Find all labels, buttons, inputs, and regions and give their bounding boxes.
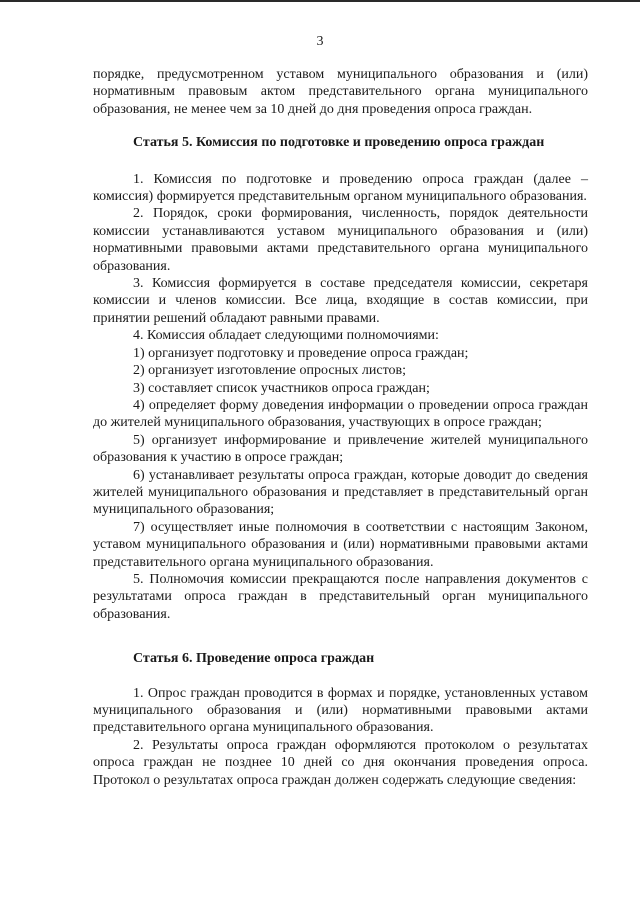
article-5-paragraph: 4. Комиссия обладает следующими полномочиями:	[133, 328, 439, 344]
article-5-paragraph: 2. Порядок, сроки формирования, численность, порядок деятельности комиссии устанавливаются уставом муниципального образования и (или) нормативными правовыми актами представительного органа муниципального образования.	[93, 206, 588, 274]
article-5-list-item: 5) организует информирование и привлечение жителей муниципального образования к участию в опросе граждан;	[93, 432, 588, 466]
article-5-list-item: 1) организует подготовку и проведение опроса граждан;	[133, 345, 469, 361]
article-5-paragraph: 5. Полномочия комиссии прекращаются после направления документов с результатами опроса граждан в представительный орган муниципального образования.	[93, 571, 588, 622]
article-6-paragraph: 1. Опрос граждан проводится в формах и порядке, установленных уставом муниципального образования и (или) нормативными правовыми актами представительного органа муниципального образования.	[93, 685, 588, 736]
article-5-list-item: 7) осуществляет иные полномочия в соответствии с настоящим Законом, уставом муниципального образования и (или) нормативными правовыми актами представительного органа муниципального образования.	[93, 519, 588, 570]
article-5-list-item: 2) организует изготовление опросных листов;	[133, 363, 407, 379]
article-5-list-item: 4) определяет форму доведения информации о проведении опроса граждан до жителей муниципального образования, участвующих в опросе граждан;	[93, 397, 588, 431]
article-5-list-item: 3) составляет список участников опроса граждан;	[133, 380, 430, 396]
article-5-list-item: 6) устанавливает результаты опроса граждан, которые доводит до сведения жителей муниципального образования и представляет в представительный орган муниципального образования;	[93, 467, 588, 518]
article-6-paragraph: 2. Результаты опроса граждан оформляются протоколом о результатах опроса граждан не позднее 10 дней со дня окончания проведения опроса. Протокол о результатах опроса граждан должен содержать следующие сведения:	[93, 737, 588, 788]
intro-paragraph: порядке, предусмотренном уставом муниципального образования и (или) нормативным правовым актом представительного органа муниципального образования, не менее чем за 10 дней до дня проведения опроса граждан.	[93, 67, 588, 117]
page-top-border	[0, 0, 640, 2]
article-5-heading: Статья 5. Комиссия по подготовке и проведению опроса граждан	[133, 135, 545, 151]
article-6-heading: Статья 6. Проведение опроса граждан	[133, 651, 375, 667]
page-number: 3	[316, 34, 324, 49]
article-5-paragraph: 1. Комиссия по подготовке и проведению опроса граждан (далее – комиссия) формируется представительным органом муниципального образования.	[93, 171, 588, 205]
document-body	[93, 66, 588, 789]
article-5-paragraph: 3. Комиссия формируется в составе председателя комиссии, секретаря комиссии и членов комиссии. Все лица, входящие в состав комиссии, при принятии решений обладают равными правами.	[93, 276, 588, 326]
